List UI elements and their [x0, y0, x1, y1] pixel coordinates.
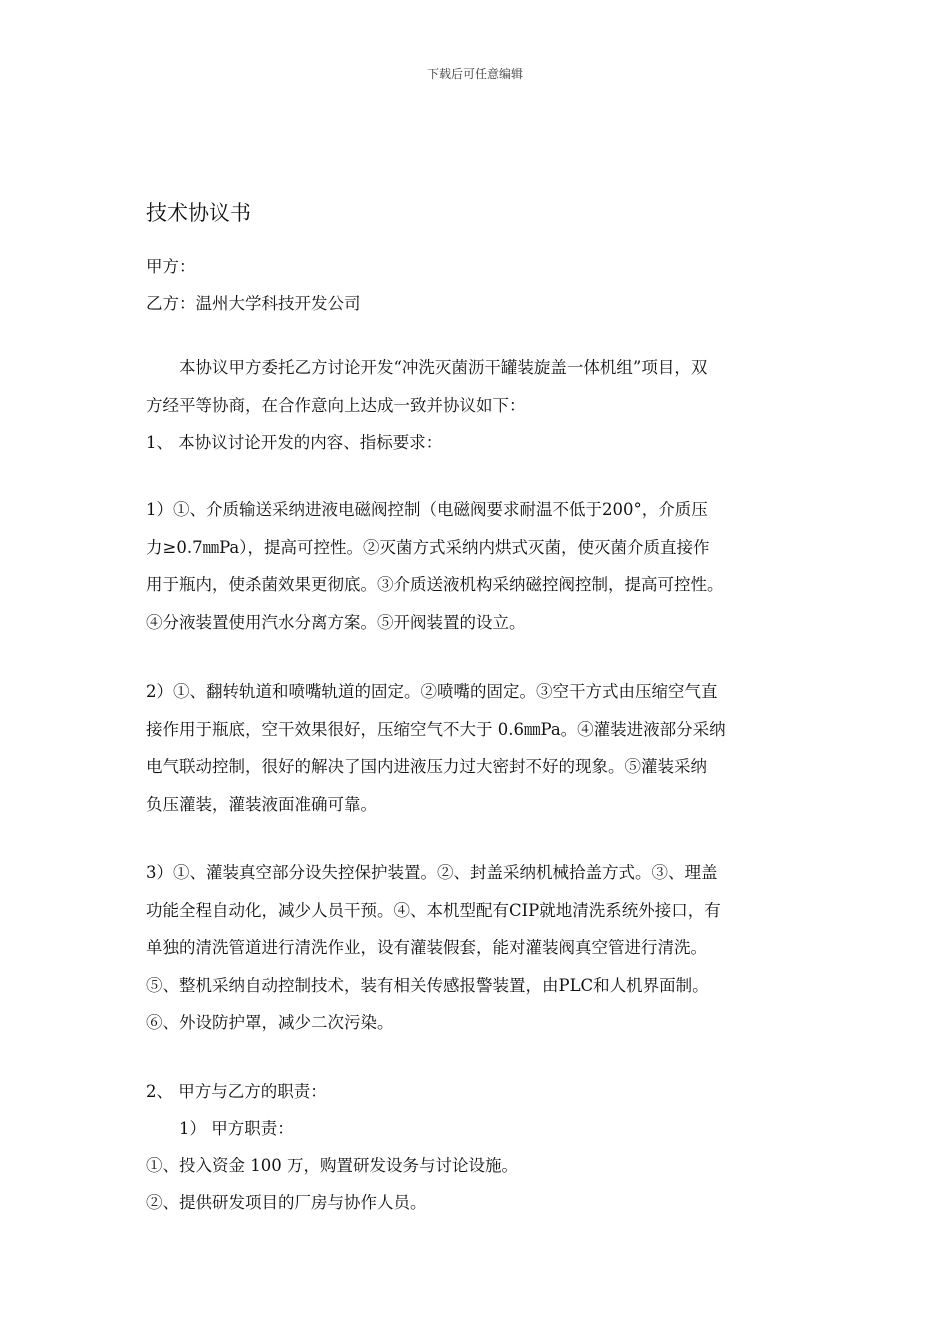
item-2-line: 电气联动控制，很好的解决了国内进液压力过大密封不好的现象。⑤灌装采纳 — [146, 757, 707, 776]
item-1-line: 用于瓶内，使杀菌效果更彻底。③介质送液机构采纳磁控阀控制，提高可控性。 — [146, 575, 724, 594]
party-a-duties-subheading: 1） 甲方职责： — [179, 1119, 294, 1138]
item-3-line: ⑥、外设防护罩，减少二次污染。 — [146, 1013, 394, 1032]
item-3-line: 功能全程自动化，减少人员干预。④、本机型配有CIP就地清洗系统外接口，有 — [146, 900, 721, 920]
item-3-line: ⑤、整机采纳自动控制技术，装有相关传感报警装置，由PLC和人机界面制。 — [146, 975, 709, 995]
item-1-line: ④分液装置使用汽水分离方案。⑤开阀装置的设立。 — [146, 612, 526, 632]
duty-item: ②、提供研发项目的厂房与协作人员。 — [146, 1193, 427, 1212]
document-title: 技术协议书 — [146, 201, 251, 225]
item-1-line: 力≥0.7㎜Pa），提高可控性。②灭菌方式采纳内烘式灭菌，使灭菌介质直接作 — [146, 537, 710, 557]
item-3-line: 3）①、灌装真空部分设失控保护装置。②、封盖采纳机械拾盖方式。③、理盖 — [146, 863, 718, 882]
item-2-line: 负压灌装，灌装液面准确可靠。 — [146, 794, 377, 814]
section-2-heading: 2、 甲方与乙方的职责： — [146, 1082, 327, 1101]
item-1-paragraph — [146, 491, 826, 641]
duty-item: ①、投入资金 100 万，购置研发设务与讨论设施。 — [146, 1156, 518, 1175]
intro-line: 本协议甲方委托乙方讨论开发“冲洗灭菌沥干罐装旋盖一体机组”项目，双 — [179, 358, 708, 377]
item-1-line: 1）①、介质输送采纳进液电磁阀控制（电磁阀要求耐温不低于200°，介质压 — [146, 500, 708, 519]
intro-paragraph — [146, 349, 826, 424]
item-3-line: 单独的清洗管道进行清洗作业，设有灌装假套，能对灌装阀真空管进行清洗。 — [146, 938, 707, 957]
party-b-line: 乙方：温州大学科技开发公司 — [146, 294, 361, 313]
item-2-paragraph — [146, 673, 826, 823]
section-1-heading: 1、 本协议讨论开发的内容、指标要求： — [146, 433, 443, 452]
intro-line: 方经平等协商，在合作意向上达成一致并协议如下： — [146, 395, 526, 415]
item-2-line: 2）①、翻转轨道和喷嘴轨道的固定。②喷嘴的固定。③空干方式由压缩空气直 — [146, 682, 718, 701]
item-2-line: 接作用于瓶底，空干效果很好，压缩空气不大于 0.6㎜Pa。④灌装进液部分采纳 — [146, 719, 726, 739]
party-a-line: 甲方： — [146, 257, 196, 276]
page-header-note: 下载后可任意编辑 — [426, 67, 523, 81]
item-3-paragraph — [146, 854, 826, 1042]
